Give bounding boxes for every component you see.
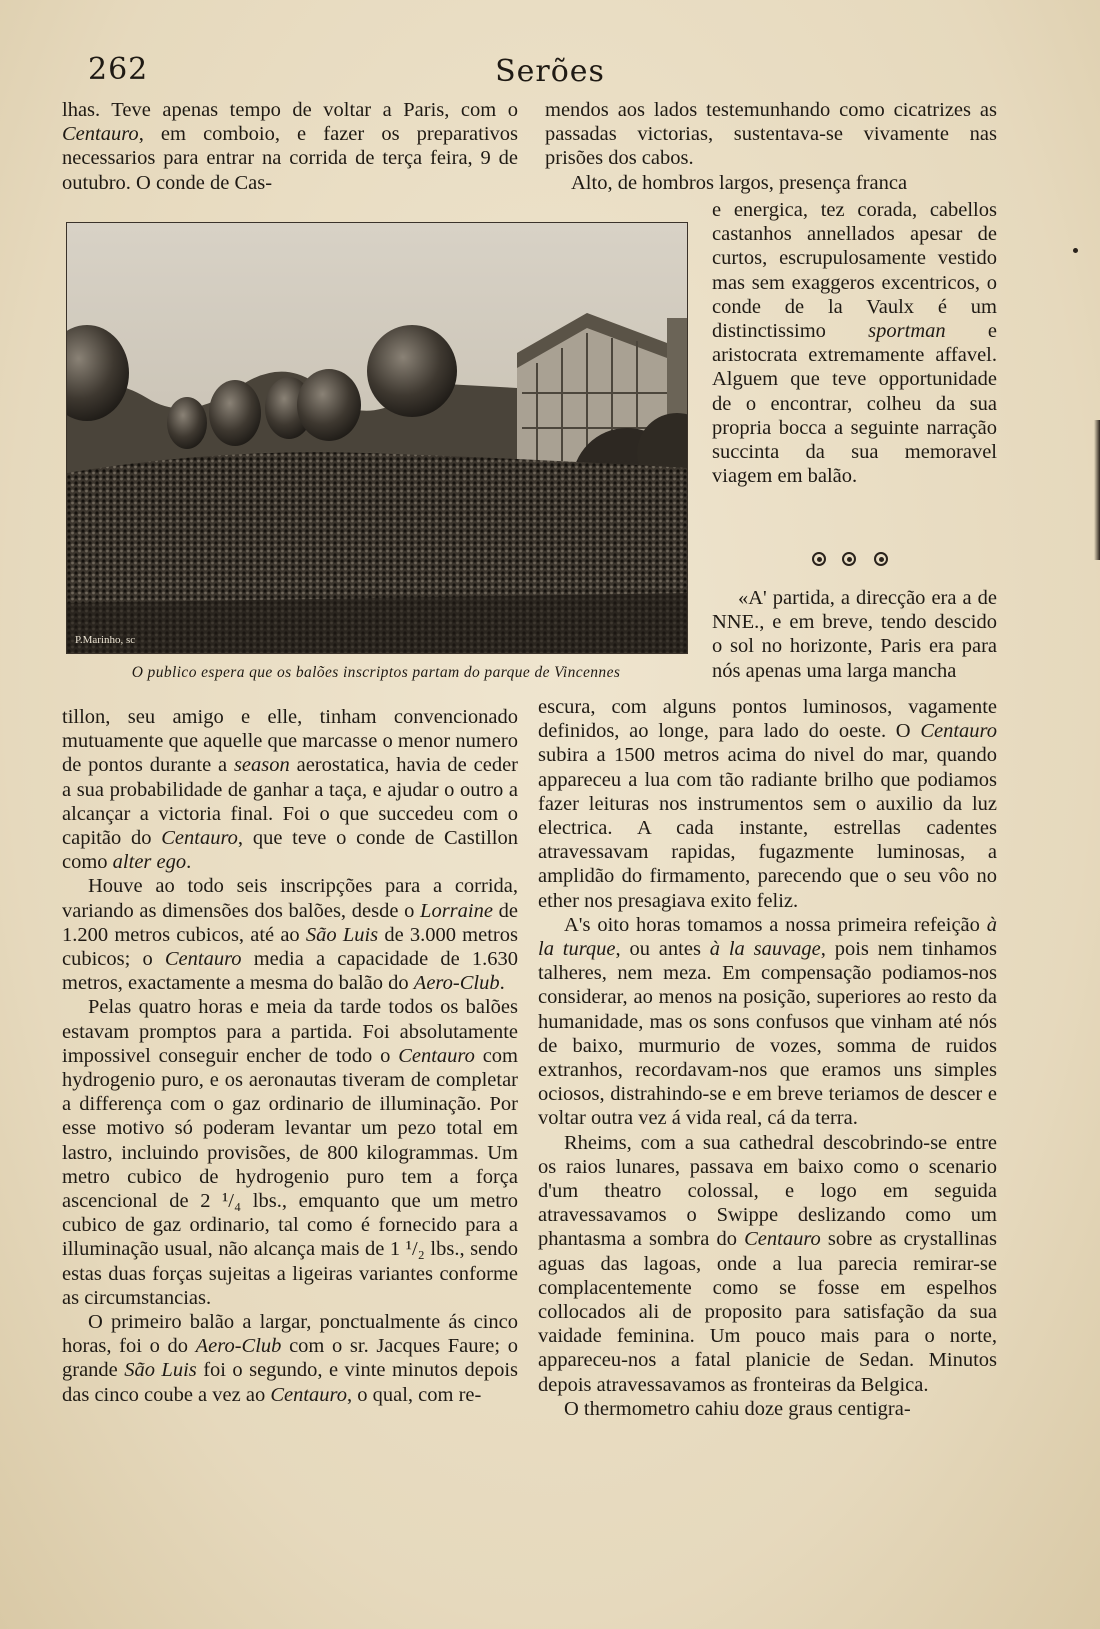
paragraph: O thermometro cahiu doze graus centigra- bbox=[564, 1397, 911, 1420]
right-column-narrow bbox=[712, 198, 997, 488]
fleuron-icon bbox=[842, 552, 856, 566]
right-column-top bbox=[545, 98, 997, 195]
print-mark bbox=[1073, 248, 1078, 253]
balloon-photograph bbox=[66, 222, 688, 654]
photo-caption: O publico espera que os balões inscriptos partam do parque de Vincennes bbox=[131, 664, 621, 681]
paragraph: A's oito horas tomamos a nossa primeira refeição à la turque, ou antes à la sauvage, pois nem tinhamos talheres, nem meza. Em compensação podiamos-nos considerar, ao menos na posição, superiores ao resto da humanidade, mas os sons confusos que vinham até nós de baixo, murmurio de vozes, somma de ruidos extranhos, recordavam-nos que eramos uns simples ociosos, distrahindo-se e em breve teriamos de descer e voltar outra vez á vida real, cá da terra. bbox=[538, 913, 997, 1130]
paragraph: Houve ao todo seis inscripções para a corrida, variando as dimensões dos balões, desde o Lorraine de 1.200 metros cubicos, até ao São Luis de 3.000 metros cubicos; o Centauro media a capacidade de 1.630 metros, exactamente a mesma do balão do Aero-Club. bbox=[62, 875, 518, 995]
section-ornament bbox=[812, 552, 912, 572]
paragraph: Pelas quatro horas e meia da tarde todos os balões estavam promptos para a partida. Foi absolutamente impossivel conseguir encher de todo o Centauro com hydrogenio puro, e os aeronautas tiveram de completar a differença com o gaz ordinario de illuminação. Por esse motivo só poderam levantar um pezo total em lastro, incluindo provisões, de 800 kilogrammas. Um metro cubico de hydrogenio puro tem a força ascencional de 2 ¹/₄ lbs., emquanto que um metro cubico de gaz ordinario, tal como é fornecido para a illuminação usual, não alcança mais de 1 ¹/₂ lbs., sendo estas duas forças sujeitas a ligeiras variantes conforme as circumstancias. bbox=[62, 996, 518, 1309]
paragraph: «A' partida, a direcção era a de NNE., e em breve, tendo descido o sol no horizonte, Paris era para nós apenas uma larga mancha bbox=[712, 587, 997, 682]
paragraph: mendos aos lados testemunhando como cicatrizes as passadas victorias, sustentava-se vivamente nas prisões dos cabos. bbox=[545, 99, 997, 170]
paragraph: Rheims, com a sua cathedral descobrindo-se entre os raios lunares, passava em baixo como o scenario d'um theatro colossal, e logo em seguida atravessavamos o Swippe deslizando como um phantasma a sombra do Centauro sobre as crystallinas aguas das lagoas, onde a lua parecia remirar-se complacentemente como se fosse em espelhos collocados ali de proposito para satisfação da sua vaidade feminina. Um pouco mais para o norte, appareceu-nos a fatal planicie de Sedan. Minutos depois atravessavamos as fronteiras da Belgica. bbox=[538, 1131, 997, 1396]
paragraph: tillon, seu amigo e elle, tinham convencionado mutuamente que aquelle que marcasse o menor numero de pontos durante a season aerostatica, havia de ceder a sua probabilidade de ganhar a taça, e ajudar o outro a alcançar a victoria final. Foi o que succedeu com o capitão do Centauro, que teve o conde de Castillon como alter ego. bbox=[62, 706, 518, 874]
right-column-narrow-2 bbox=[712, 586, 997, 683]
fleuron-icon bbox=[812, 552, 826, 566]
page-number: 262 bbox=[88, 52, 149, 87]
paragraph: O primeiro balão a largar, ponctualmente ás cinco horas, foi o do Aero-Club com o sr. Jacques Faure; o grande São Luis foi o segundo, e vinte minutos depois das cinco coube a vez ao Centauro, o qual, com re- bbox=[62, 1311, 518, 1406]
paragraph: escura, com alguns pontos luminosos, vagamente definidos, ao longe, para lado do oeste. O Centauro subira a 1500 metros acima do nivel do mar, quando appareceu a lua com tão radiante brilho que podiamos fazer leituras nos instrumentos sem o auxilio da luz electrica. A cada instante, estrellas cadentes atravessavam rapidas, fugazmente luminosas, a amplidão do firmamento, parecendo que o seu vôo no ether nos presagiava exito feliz. bbox=[538, 696, 997, 912]
paragraph: lhas. Teve apenas tempo de voltar a Paris, com o Centauro, em comboio, e fazer os preparativos necessarios para entrar na corrida de terça feira, 9 de outubro. O conde de Cas- bbox=[62, 99, 518, 194]
left-column-bottom bbox=[62, 705, 518, 1407]
paragraph-first-line: Alto, de hombros largos, presença franca bbox=[571, 171, 908, 194]
page-edge-shadow bbox=[1094, 420, 1100, 560]
paragraph: e energica, tez corada, cabellos castanhos annellados apesar de curtos, escrupulosamente vestido mas sem exaggeros excentricos, o conde de la Vaulx é um distinctissimo sportman e aristocrata extremamente affavel. Alguem que teve opportunidade de o encontrar, colheu da sua propria bocca a seguinte narração succinta da sua memoravel viagem em balão. bbox=[712, 199, 997, 488]
fleuron-icon bbox=[874, 552, 888, 566]
engraver-signature: P.Marinho, sc bbox=[75, 634, 136, 646]
left-column-top bbox=[62, 98, 518, 195]
running-title: Serões bbox=[495, 54, 605, 89]
right-column-bottom bbox=[538, 695, 997, 1421]
